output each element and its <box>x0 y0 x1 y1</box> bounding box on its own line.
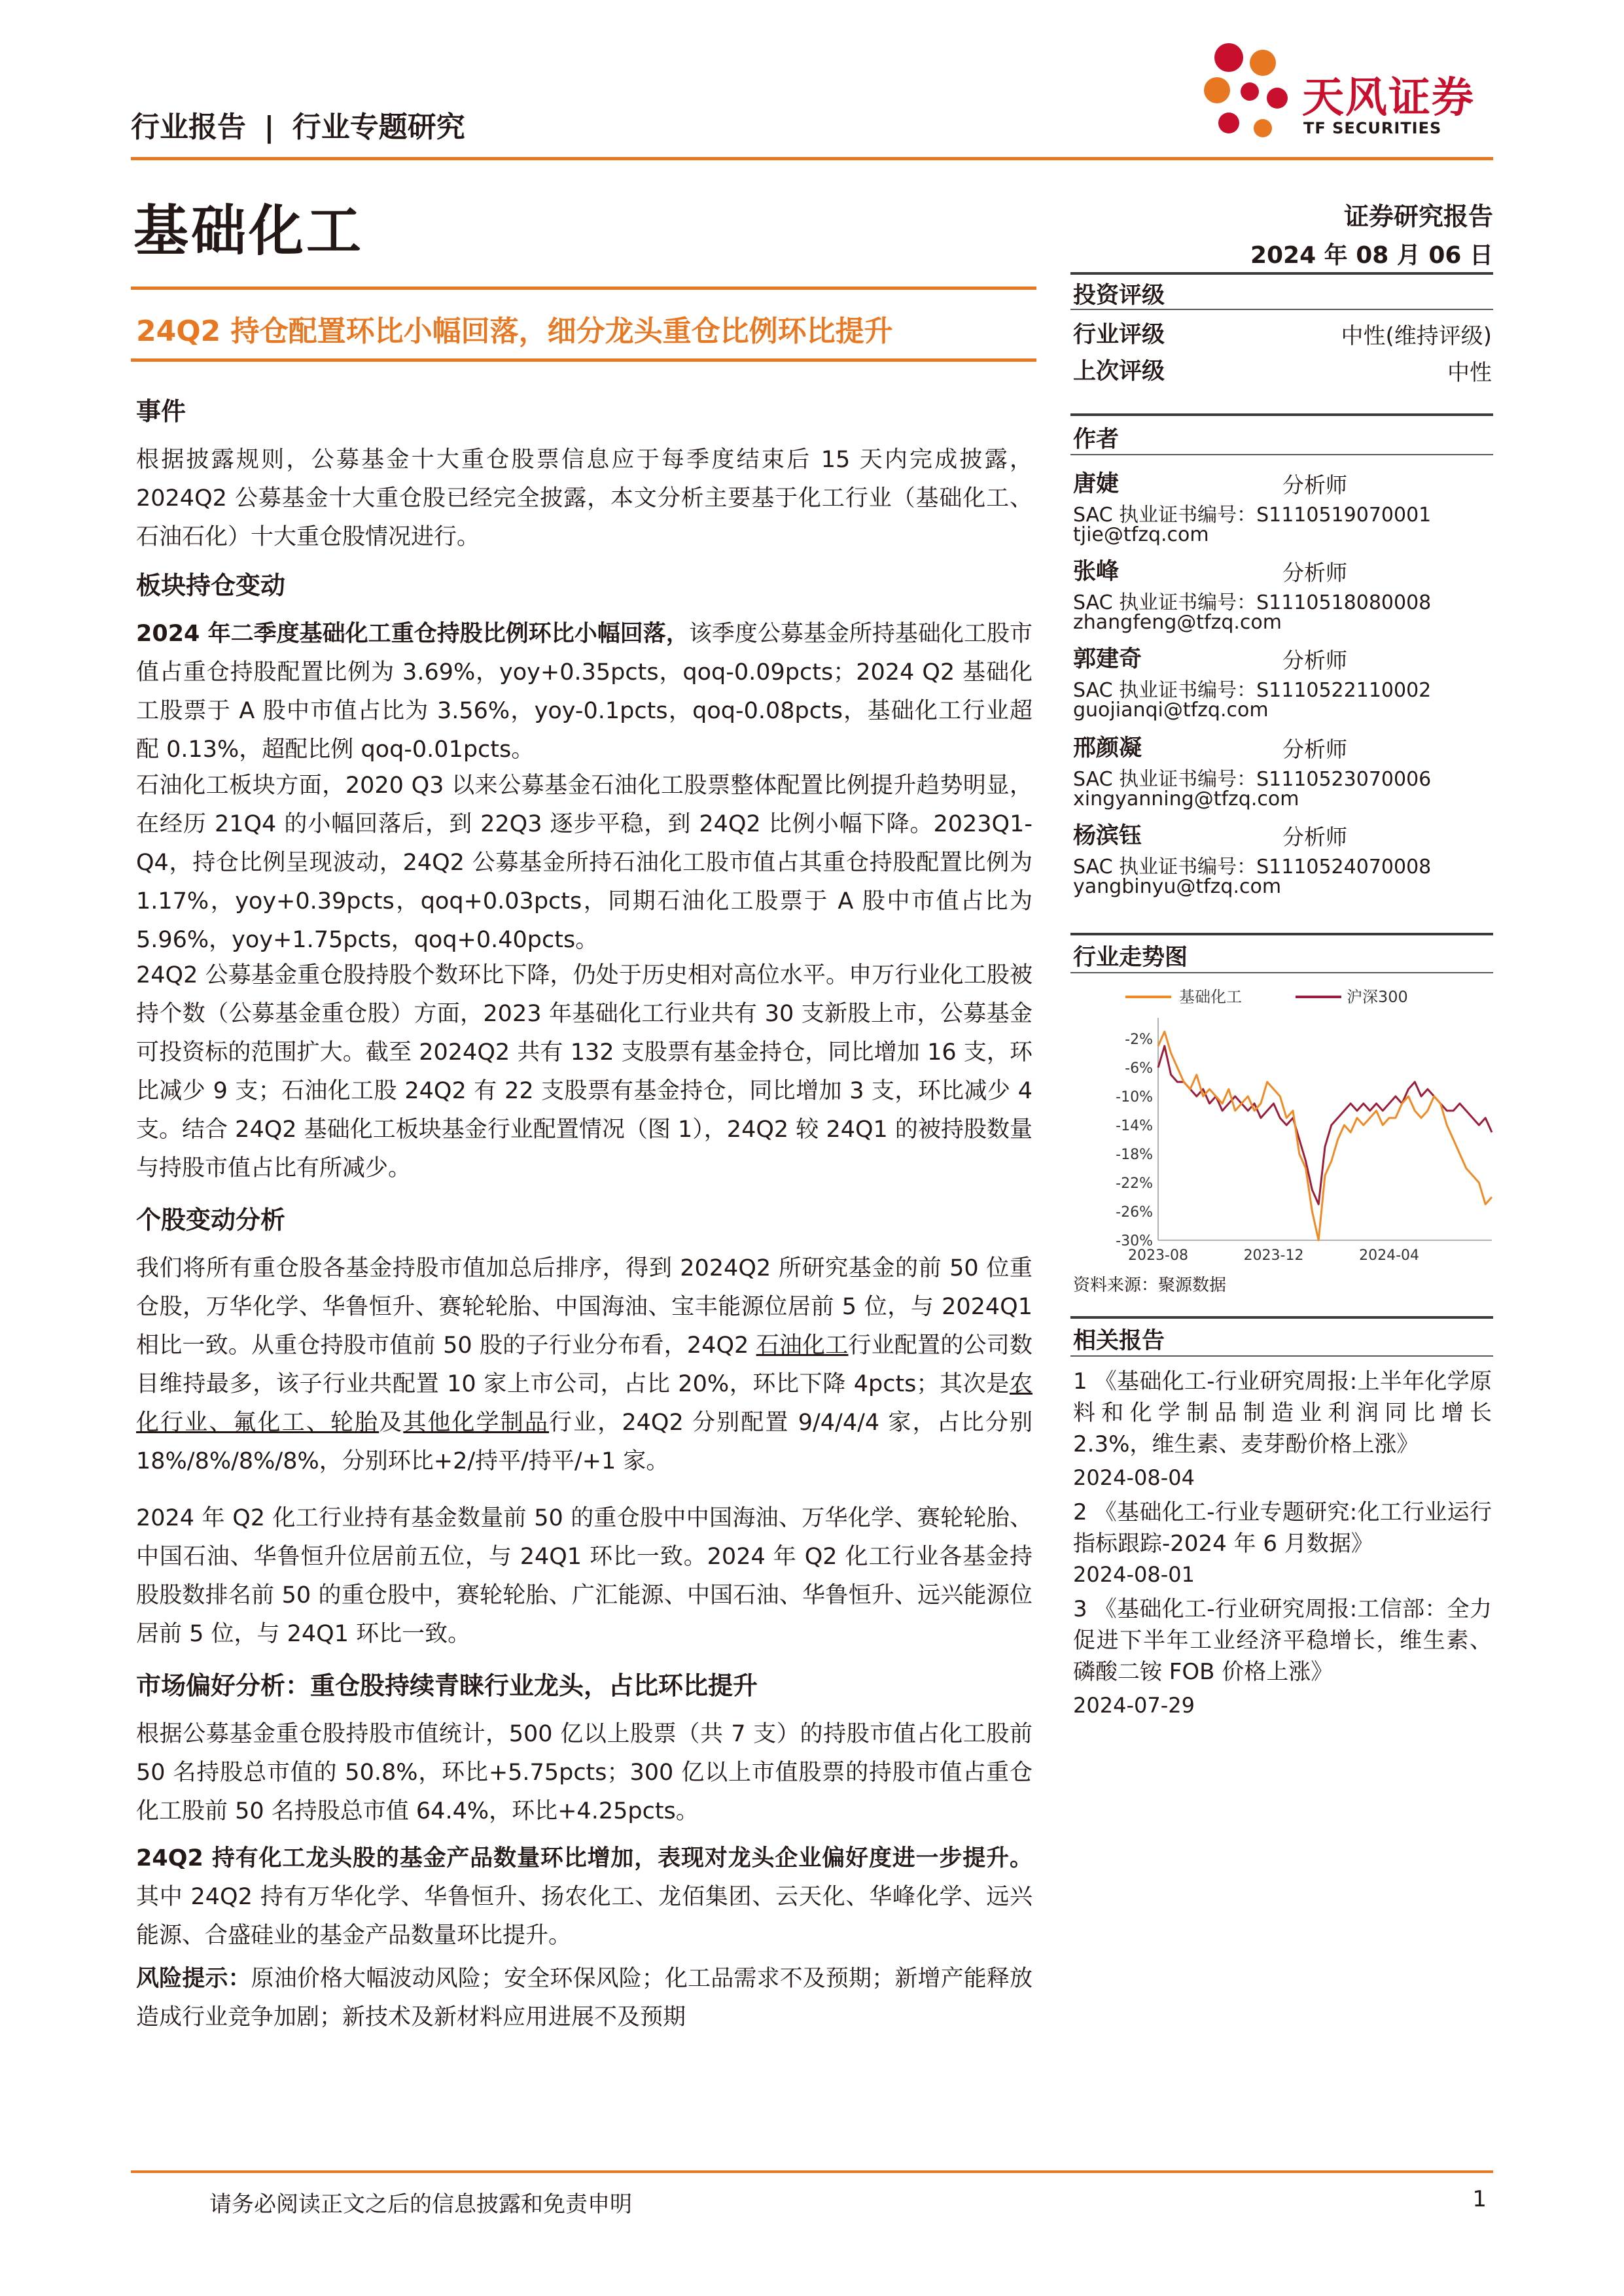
author-email[interactable]: yangbinyu@tfzq.com <box>1073 875 1282 898</box>
logo-text-cn: 天风证券 <box>1302 74 1475 122</box>
trend-top-divider <box>1070 933 1493 935</box>
author-sac: SAC 执业证书编号：S1110522110002 <box>1073 679 1432 702</box>
header-category <box>131 103 465 145</box>
author-sac: SAC 执业证书编号：S1110524070008 <box>1073 856 1432 878</box>
author-name: 张峰 <box>1073 559 1120 585</box>
section-title-event: 事件 <box>136 397 186 426</box>
headline-divider <box>131 358 1036 362</box>
report-date: 2024 年 08 月 06 日 <box>1250 242 1493 269</box>
related-report-link[interactable]: 1 《基础化工-行业研究周报:上半年化学原料和化学制品制造业利润同比增长 2.3%，维生素、麦芽酚价格上涨》 <box>1073 1368 1492 1457</box>
header-divider <box>131 157 1493 160</box>
author-email[interactable]: xingyanning@tfzq.com <box>1073 788 1299 810</box>
authors-divider <box>1070 454 1493 455</box>
chart-series <box>1158 1032 1492 1240</box>
stocks-p1-b: 行业配置的公司数目维持最多，该子行业共配置 10 家上市公司，占比 20%，环比下降 4pcts；其次是 <box>136 1332 1033 1397</box>
stocks-p1-underline-1: 石油化工 <box>756 1332 849 1359</box>
section-title-stocks: 个股变动分析 <box>136 1206 286 1234</box>
stocks-p1-c: 及 <box>379 1410 404 1436</box>
section-title-holdings: 板块持仓变动 <box>136 571 286 600</box>
report-headline: 24Q2 持仓配置环比小幅回落，细分龙头重仓比例环比提升 <box>136 315 893 348</box>
author-role: 分析师 <box>1282 560 1347 585</box>
rating-heading: 投资评级 <box>1073 283 1165 309</box>
related-report-date: 2024-07-29 <box>1073 1693 1195 1718</box>
footer-notice: 请务必阅读正文之后的信息披露和免责申明 <box>209 2191 632 2218</box>
footer-divider <box>131 2170 1493 2173</box>
author-email[interactable]: tjie@tfzq.com <box>1073 523 1209 546</box>
related-report-date: 2024-08-04 <box>1073 1465 1195 1490</box>
side-divider-top <box>1070 272 1493 275</box>
industry-trend-chart <box>1067 979 1498 1264</box>
industry-rating-label: 行业评级 <box>1073 322 1165 348</box>
author-sac: SAC 执业证书编号：S1110523070006 <box>1073 768 1432 791</box>
stocks-p1-d: 行业，24Q2 分别配置 9/4/4/4 家，占比分别 18%/8%/8%/8%，分别环比+2/持平/持平/+1 家。 <box>136 1410 1033 1474</box>
risk-paragraph <box>136 1960 1033 2037</box>
related-report-date: 2024-08-01 <box>1073 1562 1195 1587</box>
rating-divider <box>1070 309 1493 310</box>
trend-divider <box>1070 972 1493 973</box>
authors-heading: 作者 <box>1073 426 1120 453</box>
preference-paragraph-1 <box>136 1715 1033 1831</box>
holdings-paragraph-1 <box>136 615 1033 769</box>
subcategory-label: 行业专题研究 <box>292 111 465 144</box>
event-text: 根据披露规则，公募基金十大重仓股票信息应于每季度结束后 15 天内完成披露，2024Q2 公募基金十大重仓股已经完全披露，本文分析主要基于化工行业（基础化工、石油石化）十大重仓股情况进行。 <box>136 447 1033 550</box>
series-line-chem <box>1158 1032 1492 1240</box>
author-name: 郭建奇 <box>1073 646 1142 672</box>
chart-x-axis <box>1128 1247 1419 1264</box>
page-number: 1 <box>1472 2186 1487 2212</box>
stocks-p2-text: 2024 年 Q2 化工行业持有基金数量前 50 的重仓股中中国海油、万华化学、赛轮轮胎、中国石油、华鲁恒升位居前五位，与 24Q1 环比一致。2024 年 Q2 化工行业各基金持股股数排名前 50 的重仓股中，赛轮轮胎、广汇能源、中国石油、华鲁恒升、远兴能源位居前 5 位，与 24Q1 环比一致。 <box>136 1505 1033 1647</box>
related-report-link[interactable]: 2 《基础化工-行业专题研究:化工行业运行指标跟踪-2024 年 6 月数据》 <box>1073 1499 1492 1557</box>
holdings-paragraph-2 <box>136 767 1033 960</box>
y-tick-label: -22% <box>1116 1175 1153 1192</box>
legend-label-chem: 基础化工 <box>1179 988 1242 1006</box>
y-tick-label: -10% <box>1116 1089 1153 1105</box>
x-tick-label: 2023-08 <box>1128 1247 1188 1264</box>
author-name: 邢颜凝 <box>1073 735 1142 761</box>
author-role: 分析师 <box>1282 648 1347 673</box>
authors-top-divider <box>1070 413 1493 416</box>
event-paragraph <box>136 441 1033 557</box>
x-tick-label: 2024-04 <box>1359 1247 1420 1264</box>
author-role: 分析师 <box>1282 737 1347 762</box>
holdings-p2-text: 石油化工板块方面，2020 Q3 以来公募基金石油化工股票整体配置比例提升趋势明显，在经历 21Q4 的小幅回落后，到 22Q3 逐步平稳，到 24Q2 比例小幅下降。2023Q1-Q4，持仓比例呈现波动，24Q2 公募基金所持石油化工股市值占其重仓持股配置比例为 1.17%，yoy+0.39pcts，qoq+0.03pcts，同期石油化工股票于 A 股中市值占比为 5.96%，yoy+1.75pcts，qoq+0.40pcts。 <box>136 773 1033 953</box>
chart-legend <box>1125 988 1408 1006</box>
prev-rating-value: 中性 <box>1447 360 1492 386</box>
author-email[interactable]: guojianqi@tfzq.com <box>1073 699 1269 722</box>
category-separator: | <box>264 111 275 144</box>
stocks-p1-underline-2: 农化行业、氟化工、轮胎 <box>136 1371 1033 1436</box>
holdings-p3-text: 24Q2 公募基金重仓股持股个数环比下降，仍处于历史相对高位水平。申万行业化工股被持个数（公募基金重仓股）方面，2023 年基础化工行业共有 30 支新股上市，公募基金可投资标的范围扩大。截至 2024Q2 共有 132 支股票有基金持仓，同比增加 16 支，环比减少 9 支；石油化工股 24Q2 有 22 支股票有基金持仓，同比增加 3 支，环比减少 4 支。结合 24Q2 基础化工板块基金行业配置情况（图 1），24Q2 较 24Q1 的被持股数量与持股市值占比有所减少。 <box>136 962 1033 1181</box>
related-top-divider <box>1070 1316 1493 1319</box>
y-tick-label: -26% <box>1116 1204 1153 1221</box>
prev-rating-label: 上次评级 <box>1073 358 1165 385</box>
holdings-paragraph-3 <box>136 956 1033 1188</box>
industry-title: 基础化工 <box>133 199 364 263</box>
author-sac: SAC 执业证书编号：S1110518080008 <box>1073 591 1432 614</box>
preference-p2-text: 其中 24Q2 持有万华化学、华鲁恒升、扬农化工、龙佰集团、云天化、华峰化学、远兴能源、合盛硅业的基金产品数量环比提升。 <box>136 1884 1033 1949</box>
y-tick-label: -30% <box>1116 1233 1153 1249</box>
stocks-paragraph-1 <box>136 1249 1033 1481</box>
author-sac: SAC 执业证书编号：S1110519070001 <box>1073 504 1432 527</box>
author-name: 杨滨钰 <box>1073 823 1142 849</box>
logo-text-en: TF SECURITIES <box>1303 119 1442 137</box>
related-heading: 相关报告 <box>1073 1328 1165 1354</box>
logo-flower-icon <box>1197 38 1296 149</box>
related-divider <box>1070 1355 1493 1357</box>
risk-label: 风险提示： <box>136 1966 251 1992</box>
preference-paragraph-2 <box>136 1839 1033 1955</box>
x-tick-label: 2023-12 <box>1243 1247 1304 1264</box>
author-role: 分析师 <box>1282 472 1347 498</box>
holdings-p1-bold: 2024 年二季度基础化工重仓持股比例环比小幅回落， <box>136 621 689 647</box>
chart-y-axis <box>1116 1018 1492 1249</box>
section-title-preference: 市场偏好分析：重仓股持续青睐行业龙头，占比环比提升 <box>136 1671 758 1700</box>
category-label: 行业报告 <box>131 111 246 144</box>
y-tick-label: -6% <box>1125 1060 1153 1077</box>
y-tick-label: -2% <box>1125 1032 1153 1048</box>
related-report-link[interactable]: 3 《基础化工-行业研究周报:工信部：全力促进下半年工业经济平稳增长，维生素、磷酸二铵 FOB 价格上涨》 <box>1073 1596 1492 1685</box>
y-tick-label: -14% <box>1116 1118 1153 1134</box>
trend-heading: 行业走势图 <box>1073 945 1188 971</box>
title-divider <box>131 287 1036 290</box>
author-name: 唐婕 <box>1073 471 1120 497</box>
industry-rating-value: 中性(维持评级) <box>1341 323 1492 349</box>
author-email[interactable]: zhangfeng@tfzq.com <box>1073 611 1282 634</box>
risk-text: 原油价格大幅波动风险；安全环保风险；化工品需求不及预期；新增产能释放造成行业竞争加剧；新技术及新材料应用进展不及预期 <box>136 1966 1033 2030</box>
stocks-paragraph-2 <box>136 1499 1033 1654</box>
report-type: 证券研究报告 <box>1343 202 1493 231</box>
holdings-p1-text: 该季度公募基金所持基础化工股市值占重仓持股配置比例为 3.69%，yoy+0.35pcts，qoq-0.09pcts；2024 Q2 基础化工股票于 A 股中市值占比为 3.56%，yoy-0.1pcts，qoq-0.08pcts，基础化工行业超配 0.13%，超配比例 qoq-0.01pcts。 <box>136 621 1033 763</box>
author-role: 分析师 <box>1282 824 1347 850</box>
company-logo <box>1197 38 1498 149</box>
y-tick-label: -18% <box>1116 1147 1153 1163</box>
preference-p2-bold: 24Q2 持有化工龙头股的基金产品数量环比增加，表现对龙头企业偏好度进一步提升。 <box>136 1845 1033 1871</box>
stocks-p1-underline-3: 其他化学制品 <box>403 1410 550 1436</box>
legend-label-hs300: 沪深300 <box>1347 988 1408 1006</box>
stocks-p1-a: 我们将所有重仓股各基金持股市值加总后排序，得到 2024Q2 所研究基金的前 50 位重仓股，万华化学、华鲁恒升、赛轮轮胎、中国海油、宝丰能源位居前 5 位，与 2024Q1 相比一致。从重仓持股市值前 50 股的子行业分布看，24Q2 <box>136 1255 1033 1359</box>
preference-p1-text: 根据公募基金重仓股持股市值统计，500 亿以上股票（共 7 支）的持股市值占化工股前 50 名持股总市值的 50.8%，环比+5.75pcts；300 亿以上市值股票的持股市值占重仓化工股前 50 名持股总市值 64.4%，环比+4.25pcts。 <box>136 1721 1033 1824</box>
chart-source: 资料来源：聚源数据 <box>1073 1276 1227 1295</box>
